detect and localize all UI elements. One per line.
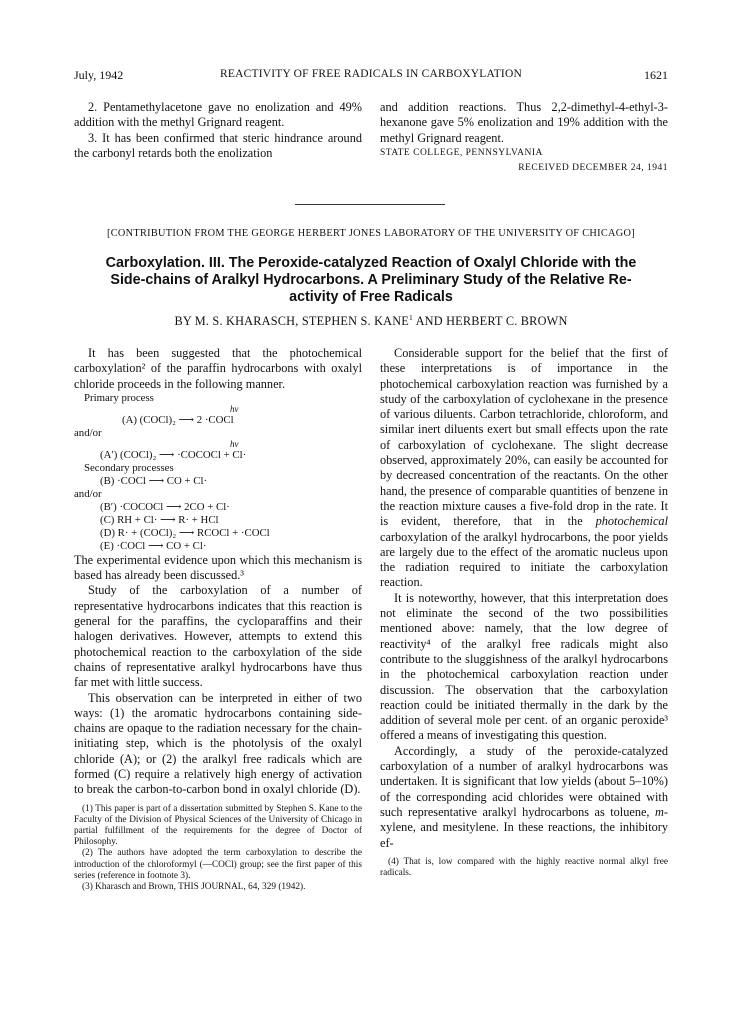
footnote-marker: 1 — [409, 312, 413, 322]
author-name: AND HERBERT C. BROWN — [412, 314, 568, 328]
text-run: Considerable support for the belief that the first of these interpretations is of importance in the photochemical carboxylation reaction was furnished by a study of the carboxylation of cyclohexane in the presence of various diluents. Carbon tetrachloride, chloroform, and similar inert diluents exert but small effects upon the rate of carboxylation of cyclohexane. The slight decrease observed, approximately 20%, can easily be accounted for by decreased concentration of the reactants. On the other hand, the presence of comparable quantities of benzene in the reaction mixture causes a five-fold drop in the rate. It is evident, therefore, that in the — [380, 346, 668, 529]
byline-prefix: BY — [174, 314, 195, 328]
body-paragraph: It is noteworthy, however, that this interpretation does not eliminate the second of the two possibilities mentioned above: namely, that the low degree of reactivity⁴ of the aralkyl free radicals might also contribute to the sluggishness of the aralkyl hydrocarbons in the photochemical carboxylation reaction under discussion. The observation that the carboxylation reaction could be initiated thermally in the dark by the addition of several mole per cent. of an organic peroxide³ offered a means of investigating this question. — [380, 590, 668, 743]
body-paragraph — [380, 744, 668, 851]
footnote: (2) The authors have adopted the term carboxylation to describe the introduction of the chloroformyl (—COCl) group; see the first paper of this series (reference in footnote 3). — [74, 848, 362, 881]
reaction-equation: (B) ·COCl ⟶ CO + Cl· — [100, 474, 208, 487]
article-title — [74, 255, 668, 306]
contribution-line: [CONTRIBUTION FROM THE GEORGE HERBERT JONES LABORATORY OF THE UNIVERSITY OF CHICAGO] — [107, 228, 635, 239]
header-running-title: REACTIVITY OF FREE RADICALS IN CARBOXYLATION — [220, 68, 522, 80]
body-paragraph: This observation can be interpreted in either of two ways: (1) the aromatic hydrocarbons containing side-chains are opaque to the radiation necessary for the chain-initiating step, which is the photolysis of the oxalyl chloride (A); or (2) the aralkyl free radicals which are formed (C) require a relatively high energy of activation to break the carbon-to-carbon bond in oxalyl chloride (D). — [74, 690, 362, 797]
prev-article-received-date: RECEIVED DECEMBER 24, 1941 — [518, 163, 668, 174]
text-run: -xylene, and mesitylene. In these reactions, the inhibitory ef- — [380, 804, 668, 850]
journal-page — [74, 68, 668, 1008]
reaction-equation: (C) RH + Cl· ⟶ R· + HCl — [100, 513, 219, 526]
body-paragraph: The experimental evidence upon which this mechanism is based has already been discussed.³ — [74, 552, 362, 583]
running-header — [74, 68, 668, 84]
header-page-number: 1621 — [644, 68, 668, 82]
author-name: M. S. KHARASCH, — [194, 314, 302, 328]
scheme-connector: and/or — [74, 487, 102, 500]
footnote: (1) This paper is part of a dissertation submitted by Stephen S. Kane to the Faculty of the Division of Physical Sciences of the University of Chicago in partial fulfillment of the requirements for the degree of Doctor of Philosophy. — [74, 803, 362, 848]
byline — [74, 314, 668, 329]
author-name: STEPHEN S. KANE — [301, 314, 410, 328]
prev-article-right-column — [380, 100, 668, 176]
header-date: July, 1942 — [74, 68, 124, 82]
prev-article-paragraph: 2. Pentamethylacetone gave no enolization and 49% addition with the methyl Grignard reagent. — [74, 100, 362, 130]
prev-article-paragraph: and addition reactions. Thus 2,2-dimethyl-4-ethyl-3-hexanone gave 5% enolization and 19% addition with the methyl Grignard reagent. — [380, 100, 668, 145]
footnote: (3) Kharasch and Brown, THIS JOURNAL, 64, 329 (1942). — [82, 882, 306, 893]
text-run: carboxylation of the aralkyl hydrocarbons, the poor yields are largely due to the effect of the aromatic nucleus upon the radiation required to initiate the carboxylation reaction. — [380, 529, 668, 590]
emphasis-text: m — [655, 804, 664, 819]
prev-article-paragraph: 3. It has been confirmed that steric hindrance around the carbonyl retards both the enolization — [74, 130, 362, 160]
title-line: Carboxylation. III. The Peroxide-catalyzed Reaction of Oxalyl Chloride with the — [105, 255, 637, 271]
scheme-connector: and/or — [74, 426, 102, 439]
intro-paragraph: It has been suggested that the photochemical carboxylation² of the paraffin hydrocarbons with oxalyl chloride proceeds in the following manner. — [74, 346, 362, 391]
article-separator-rule — [295, 204, 445, 205]
footnote: (4) That is, low compared with the highly reactive normal alkyl free radicals. — [380, 856, 668, 878]
title-line: Side-chains of Aralkyl Hydrocarbons. A Preliminary Study of the Relative Re- — [110, 272, 632, 288]
text-run: Accordingly, a study of the peroxide-catalyzed carboxylation of a number of aralkyl hydrocarbons was undertaken. It is significant that low yields (about 5–10%) of the corresponding acid chlorides were obtained with such representative aralkyl hydrocarbons as toluene, — [380, 743, 668, 819]
reaction-equation: (A) (COCl)₂ ⟶ 2 ·COCl — [122, 413, 234, 426]
scheme-hv-label: hν — [230, 403, 239, 414]
reaction-equation: (A′) (COCl)₂ ⟶ ·COCOCl + Cl· — [100, 448, 247, 461]
prev-article-left-column — [74, 100, 362, 161]
body-paragraph: Study of the carboxylation of a number of representative hydrocarbons indicates that this reaction is general for the paraffins, the cycloparaffins and their halogen derivatives. However, attempts to extend this photochemical reaction to the carboxylation of the side chains of representative aralkyl hydrocarbons have thus far met with little success. — [74, 583, 362, 690]
scheme-hv-label: hν — [230, 438, 239, 449]
prev-article-affiliation: STATE COLLEGE, PENNSYLVANIA — [380, 147, 543, 158]
reaction-equation: (B′) ·COCOCl ⟶ 2CO + Cl· — [100, 500, 230, 513]
scheme-label: Secondary processes — [84, 461, 174, 474]
reaction-equation: (E) ·COCl ⟶ CO + Cl· — [100, 539, 207, 552]
emphasis-text: photochemical — [595, 514, 668, 529]
body-paragraph — [380, 346, 668, 591]
article-left-column — [74, 346, 362, 893]
title-line: activity of Free Radicals — [289, 289, 453, 305]
scheme-label: Primary process — [84, 391, 154, 404]
article-right-column — [380, 346, 668, 879]
reaction-equation: (D) R· + (COCl)₂ ⟶ RCOCl + ·COCl — [100, 526, 270, 539]
